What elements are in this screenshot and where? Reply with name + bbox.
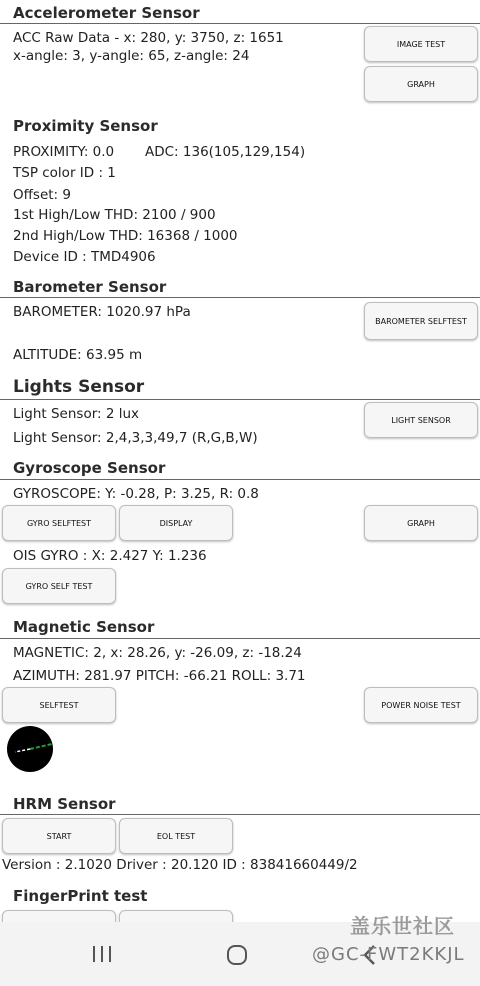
gyroscope-value: GYROSCOPE: Y: -0.28, P: 3.25, R: 0.8 <box>13 486 259 502</box>
gyro-selftest-button[interactable]: GYRO SELFTEST <box>2 505 116 541</box>
lights-title: Lights Sensor <box>13 377 145 397</box>
fingerprint-title: FingerPrint test <box>13 887 148 905</box>
proximity-thd1: 1st High/Low THD: 2100 / 900 <box>13 207 216 223</box>
proximity-offset: Offset: 9 <box>13 187 71 203</box>
divider <box>0 23 480 24</box>
acc-angles: x-angle: 3, y-angle: 65, z-angle: 24 <box>13 48 250 64</box>
light-sensor-button[interactable]: LIGHT SENSOR <box>364 402 478 438</box>
divider <box>0 399 480 400</box>
proximity-title: Proximity Sensor <box>13 117 158 135</box>
light-lux: Light Sensor: 2 lux <box>13 406 140 422</box>
light-rgbw: Light Sensor: 2,4,3,3,49,7 (R,G,B,W) <box>13 430 258 446</box>
compass-icon <box>6 725 54 773</box>
gyro-graph-button[interactable]: GRAPH <box>364 505 478 541</box>
proximity-thd2: 2nd High/Low THD: 16368 / 1000 <box>13 228 238 244</box>
divider <box>0 479 480 480</box>
watermark-handle: @GC-FWT2KKJL <box>312 944 465 965</box>
barometer-title: Barometer Sensor <box>13 278 167 296</box>
divider <box>0 297 480 298</box>
acc-graph-button[interactable]: GRAPH <box>364 66 478 102</box>
hrm-start-button[interactable]: START <box>2 818 116 854</box>
proximity-value: PROXIMITY: 0.0 <box>13 144 115 160</box>
divider <box>0 814 480 815</box>
eol-test-button[interactable]: EOL TEST <box>119 818 233 854</box>
power-noise-test-button[interactable]: POWER NOISE TEST <box>364 687 478 723</box>
gyroscope-title: Gyroscope Sensor <box>13 459 166 477</box>
divider <box>0 638 480 639</box>
home-icon[interactable] <box>226 944 250 966</box>
barometer-altitude: ALTITUDE: 63.95 m <box>13 347 143 363</box>
hrm-title: HRM Sensor <box>13 795 116 813</box>
tsp-color-id: TSP color ID : 1 <box>13 165 116 181</box>
accelerometer-title: Accelerometer Sensor <box>13 4 200 22</box>
magnetic-title: Magnetic Sensor <box>13 618 155 636</box>
gyro-self-test-button[interactable]: GYRO SELF TEST <box>2 568 116 604</box>
ois-gyro-value: OIS GYRO : X: 2.427 Y: 1.236 <box>13 548 207 564</box>
magnetic-azimuth: AZIMUTH: 281.97 PITCH: -66.21 ROLL: 3.71 <box>13 668 306 684</box>
gyro-display-button[interactable]: DISPLAY <box>119 505 233 541</box>
recent-apps-icon[interactable] <box>90 944 114 964</box>
proximity-device-id: Device ID : TMD4906 <box>13 249 156 265</box>
watermark-logo-text: 盖乐世社区 <box>350 914 455 938</box>
acc-raw-data: ACC Raw Data - x: 280, y: 3750, z: 1651 <box>13 30 284 46</box>
barometer-value: BAROMETER: 1020.97 hPa <box>13 304 191 320</box>
magnetic-value: MAGNETIC: 2, x: 28.26, y: -26.09, z: -18.24 <box>13 645 302 661</box>
image-test-button[interactable]: IMAGE TEST <box>364 26 478 62</box>
proximity-adc: ADC: 136(105,129,154) <box>145 144 306 160</box>
magnetic-selftest-button[interactable]: SELFTEST <box>2 687 116 723</box>
hrm-version-info: Version : 2.1020 Driver : 20.120 ID : 83841660449/2 <box>2 857 358 873</box>
barometer-selftest-button[interactable]: BAROMETER SELFTEST <box>364 302 478 340</box>
